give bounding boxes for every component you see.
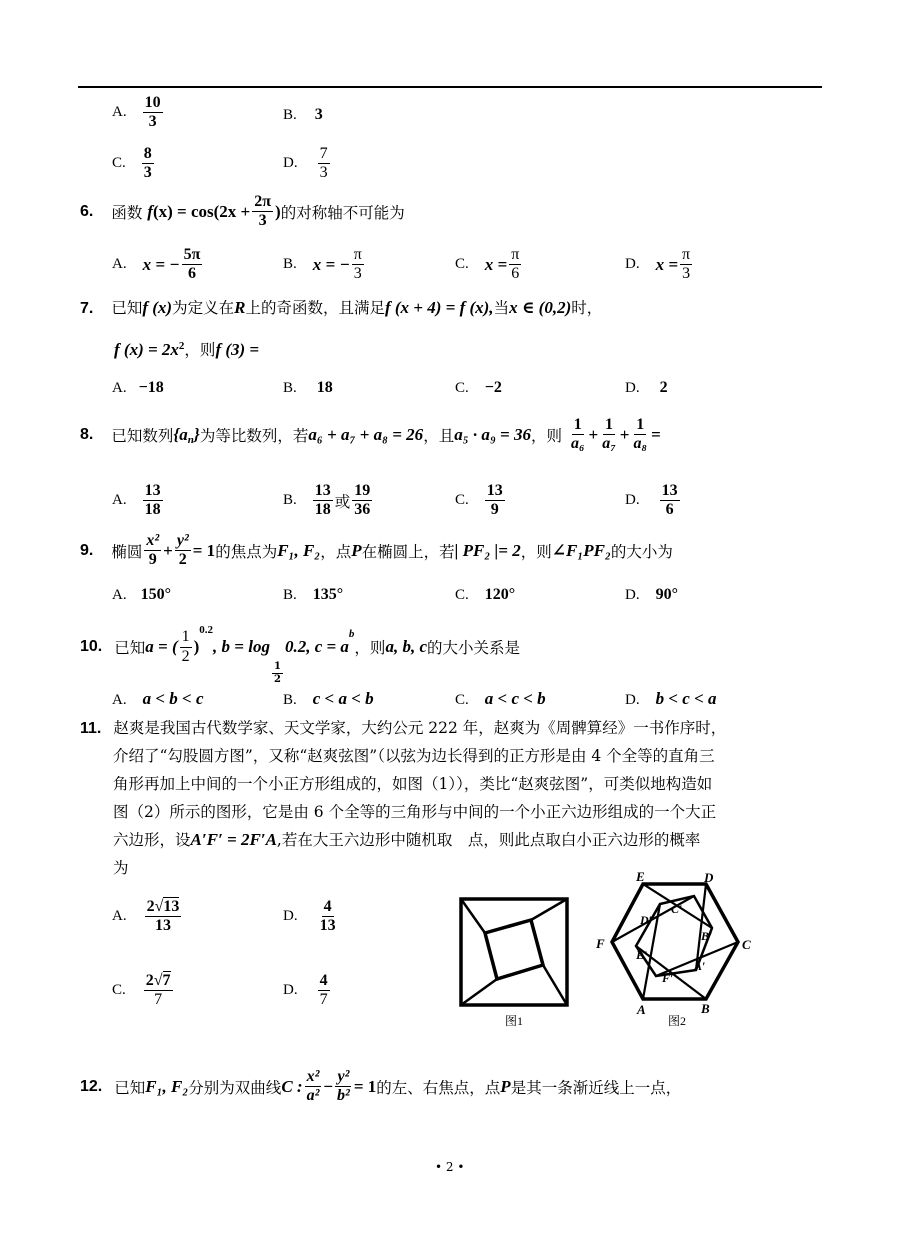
- figure-2: [588, 866, 758, 1031]
- q6-option-b: B. x = − $\frac{\pi}{3}$: [283, 246, 362, 283]
- fig2-label-e-prime: E′: [636, 948, 648, 962]
- q11-option-c: C. $\frac{2√7}{7}$: [112, 972, 171, 1009]
- fig2-label-e: E: [636, 869, 645, 884]
- q7-option-d: D. 2: [625, 379, 668, 396]
- fig2-label-c-prime: C′: [671, 902, 683, 916]
- q11-line5: 六边形，设A′F′ = 2F′A,若在大王六边形中随机取 点，则此点取白小正六边形的概率: [113, 830, 701, 849]
- q8-option-a: A. $\frac{13}{18}$: [112, 482, 161, 519]
- fig1-inner-square: [485, 920, 543, 979]
- q10-option-c: C. a < c < b: [455, 689, 546, 708]
- q10-option-a: A. a < b < c: [112, 689, 204, 708]
- fig1-outer-square: [461, 899, 567, 1005]
- q7-option-a: A. −18: [112, 379, 164, 396]
- figure-1: [455, 893, 575, 1033]
- q5-option-d: D. $\frac{7}{3}$: [283, 145, 328, 182]
- fig1-line: [543, 965, 567, 1005]
- q7-option-c: C. −2: [455, 379, 502, 396]
- q11-line4: 图（2）所示的图形，它是由 6 个全等的三角形与中间的一个小正六边形组成的一个大正: [113, 803, 717, 821]
- q9-option-d: D. 90°: [625, 586, 678, 603]
- q8-option-c: C. $\frac{13}{9}$: [455, 482, 503, 519]
- fig2-label-d-prime: D′: [640, 913, 653, 927]
- q9-option-c: C. 120°: [455, 586, 516, 603]
- q8-option-b: B. $\frac{13}{18}$ 或 $\frac{19}{36}$: [283, 482, 371, 519]
- fig2-label-a-prime: A′: [694, 959, 706, 973]
- fig2-label-f: F: [596, 936, 605, 951]
- q11-option-a: A. $\frac{2√13}{13}$: [112, 898, 180, 935]
- q11-line6: 为: [113, 859, 129, 877]
- fig2-label-d: D: [704, 870, 714, 885]
- fig2-label-a: A: [637, 1002, 646, 1017]
- fig2-label-b: B: [701, 1001, 710, 1016]
- fig1-line: [531, 899, 567, 920]
- fig1-line: [461, 899, 485, 933]
- q6-option-a: A. x = − $\frac{5\pi}{6}$: [112, 246, 201, 283]
- q5-option-c: C. $\frac{8}{3}$: [112, 145, 152, 182]
- q11-option-d-first: D. $\frac{4}{13}$: [283, 898, 336, 935]
- q10-option-b: B. c < a < b: [283, 689, 374, 708]
- fig1-caption: 图1: [505, 1014, 524, 1028]
- q6-option-c: C. x = $\frac{\pi}{6}$: [455, 246, 520, 283]
- q8-stem: 8. 已知数列$\{a_n\}$为等比数列，若a₆ + a₇ + a₈ = 26，且a₅ · a₉ = 36，则 $\frac{1}{\text{a₆}}$ + $\frac{1}{\text{a₇}}$ + $\frac{1}{\text{a₈}}$ =: [80, 416, 661, 453]
- fig2-label-c: C: [742, 937, 751, 952]
- q9-option-b: B. 135°: [283, 586, 344, 603]
- page-number: • 2 •: [435, 1160, 465, 1174]
- q6-stem: 6. 函数 f(x) = cos(2x + $\frac{2\pi}{3}$ )的对称轴不可能为: [80, 193, 405, 230]
- q11-option-d: D. $\frac{4}{7}$: [283, 972, 328, 1009]
- q11-line3: 角形再加上中间的一个小正方形组成的，如图（1）），类比“赵爽弦图”，可类似地构造如: [113, 775, 713, 793]
- q10-stem: 10. 已知a = ( $\frac{1}{2}$ )$^{0.2}$, b = log $\frac{1}{2}$ 0.2, $c = a^b$，则a, b, c的大小关系是: [80, 624, 520, 685]
- fig2-label-b-prime: B′: [701, 929, 713, 943]
- q10-option-d: D. b < c < a: [625, 689, 717, 708]
- q6-option-d: D. x = $\frac{\pi}{3}$: [625, 246, 691, 283]
- q11-line1: 11. 赵爽是我国古代数学家、天文学家，大约公元 222 年，赵爽为《周髀算经》一书作序时，: [80, 719, 727, 737]
- fig2-label-f-prime: F′: [662, 971, 674, 985]
- q11-line2: 介绍了“勾股圆方图”，又称“赵爽弦图”（以弦为边长得到的正方形是由 4 个全等的直角三: [113, 747, 715, 765]
- q12-stem: 12. 已知F₁, F₂分别为双曲线C : $\frac{\text{x²}}{\text{a²}}$ − $\frac{\text{y²}}{\text{b²}}$ = 1的左、右焦点，点P是其一条渐近线上一点，: [80, 1068, 682, 1105]
- q8-option-d: D. $\frac{13}{6}$: [625, 482, 678, 519]
- header-rule: [78, 86, 822, 88]
- q7-option-b: B. 18: [283, 379, 333, 396]
- q7-stem-line2: f $(x) = 2x^2$，则f (3) =: [114, 339, 260, 359]
- fig2-caption: 图2: [668, 1014, 687, 1028]
- q9-stem: 9. 椭圆 $\frac{\text{x²}}{9}$ + $\frac{\text{y²}}{2}$ = 1的焦点为F₁, F₂，点P在椭圆上，若| PF₂ |= 2，则∠F₁PF₂的大小为: [80, 532, 673, 569]
- q5-option-a: A. $\frac{10}{3}$: [112, 94, 161, 131]
- q5-option-b: B. 3: [283, 106, 323, 123]
- q7-stem-line1: 7. 已知f (x)为定义在R上的奇函数，且满足f (x + 4) = f (x),当x ∈ (0,2)时，: [80, 298, 603, 317]
- q9-option-a: A. 150°: [112, 586, 171, 603]
- fig1-line: [461, 979, 497, 1005]
